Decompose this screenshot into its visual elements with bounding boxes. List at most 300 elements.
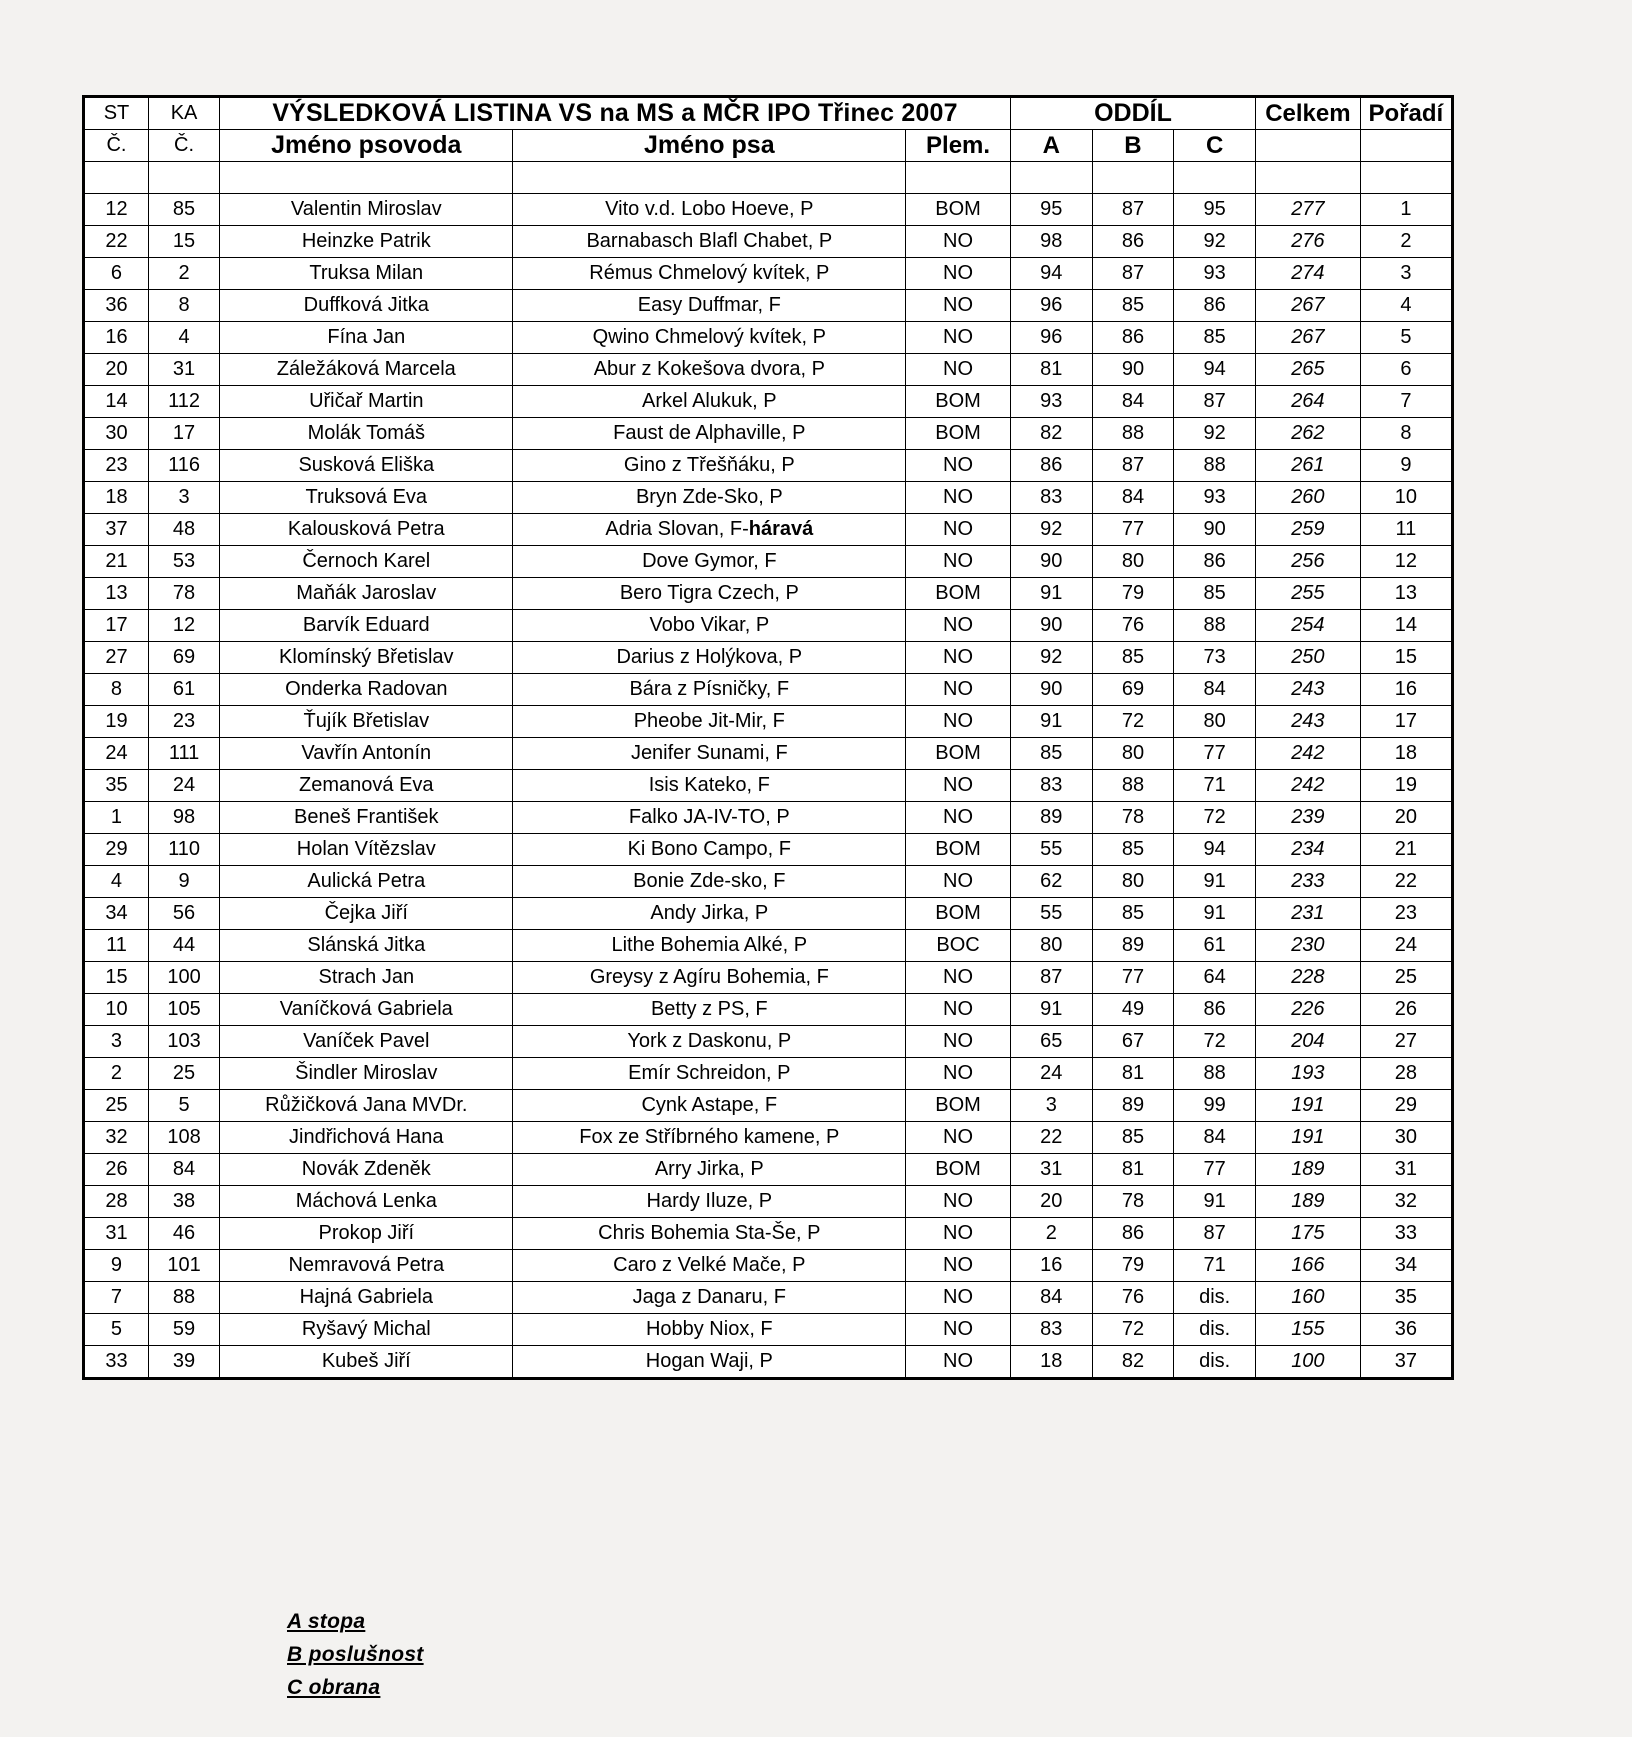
cell-score-c: 72	[1174, 802, 1256, 834]
cell-breed: NO	[906, 802, 1011, 834]
table-row	[84, 578, 1453, 610]
cell-breed: BOM	[906, 386, 1011, 418]
table-row	[84, 1026, 1453, 1058]
cell-breed: NO	[906, 1282, 1011, 1314]
cell-ka: 44	[148, 930, 219, 962]
table-row	[84, 226, 1453, 258]
cell-ka: 116	[148, 450, 219, 482]
cell-score-a: 92	[1010, 642, 1092, 674]
cell-dog: Chris Bohemia Sta-Še, P	[513, 1218, 906, 1250]
cell-rank: 21	[1360, 834, 1452, 866]
cell-dog: Rémus Chmelový kvítek, P	[513, 258, 906, 290]
cell-total: 250	[1256, 642, 1361, 674]
cell-score-b: 80	[1092, 866, 1174, 898]
cell-rank: 22	[1360, 866, 1452, 898]
table-row	[84, 418, 1453, 450]
cell-score-c: 85	[1174, 578, 1256, 610]
cell-rank: 23	[1360, 898, 1452, 930]
separator-band-row	[84, 162, 1453, 194]
column-header-ka: KA	[148, 97, 219, 130]
cell-breed: NO	[906, 1250, 1011, 1282]
cell-st: 25	[84, 1090, 149, 1122]
column-header-oddil: ODDÍL	[1010, 97, 1255, 130]
cell-score-a: 18	[1010, 1346, 1092, 1379]
cell-st: 35	[84, 770, 149, 802]
cell-score-c: 61	[1174, 930, 1256, 962]
cell-total: 243	[1256, 674, 1361, 706]
cell-rank: 3	[1360, 258, 1452, 290]
cell-score-a: 90	[1010, 610, 1092, 642]
cell-handler: Uřičař Martin	[220, 386, 513, 418]
cell-ka: 17	[148, 418, 219, 450]
cell-total: 191	[1256, 1122, 1361, 1154]
cell-score-b: 85	[1092, 898, 1174, 930]
cell-total: 189	[1256, 1154, 1361, 1186]
table-row	[84, 834, 1453, 866]
cell-st: 1	[84, 802, 149, 834]
cell-handler: Novák Zdeněk	[220, 1154, 513, 1186]
cell-total: 160	[1256, 1282, 1361, 1314]
cell-ka: 25	[148, 1058, 219, 1090]
cell-st: 3	[84, 1026, 149, 1058]
cell-breed: NO	[906, 610, 1011, 642]
table-row	[84, 1250, 1453, 1282]
cell-handler: Barvík Eduard	[220, 610, 513, 642]
table-row	[84, 514, 1453, 546]
cell-score-a: 84	[1010, 1282, 1092, 1314]
cell-score-c: 84	[1174, 1122, 1256, 1154]
cell-score-b: 77	[1092, 962, 1174, 994]
cell-ka: 112	[148, 386, 219, 418]
cell-dog: Easy Duffmar, F	[513, 290, 906, 322]
cell-score-a: 87	[1010, 962, 1092, 994]
cell-handler: Vaníček Pavel	[220, 1026, 513, 1058]
cell-score-a: 91	[1010, 706, 1092, 738]
cell-score-c: dis.	[1174, 1314, 1256, 1346]
table-row	[84, 322, 1453, 354]
cell-dog: Darius z Holýkova, P	[513, 642, 906, 674]
legend-item-a: A stopa	[287, 1610, 366, 1633]
cell-handler: Máchová Lenka	[220, 1186, 513, 1218]
cell-score-c: dis.	[1174, 1282, 1256, 1314]
cell-score-a: 24	[1010, 1058, 1092, 1090]
cell-score-c: 73	[1174, 642, 1256, 674]
cell-st: 4	[84, 866, 149, 898]
cell-dog: Fox ze Stříbrného kamene, P	[513, 1122, 906, 1154]
cell-score-a: 94	[1010, 258, 1092, 290]
cell-ka: 2	[148, 258, 219, 290]
cell-score-a: 83	[1010, 770, 1092, 802]
cell-score-b: 82	[1092, 1346, 1174, 1379]
cell-score-a: 81	[1010, 354, 1092, 386]
table-row	[84, 610, 1453, 642]
cell-score-b: 85	[1092, 642, 1174, 674]
table-row	[84, 450, 1453, 482]
cell-handler: Maňák Jaroslav	[220, 578, 513, 610]
results-sheet	[82, 95, 1454, 1699]
cell-st: 13	[84, 578, 149, 610]
column-header-breed: Plem.	[906, 130, 1011, 162]
cell-rank: 17	[1360, 706, 1452, 738]
cell-st: 11	[84, 930, 149, 962]
cell-score-a: 55	[1010, 834, 1092, 866]
cell-dog: Hobby Niox, F	[513, 1314, 906, 1346]
cell-total: 260	[1256, 482, 1361, 514]
cell-score-b: 76	[1092, 1282, 1174, 1314]
cell-score-b: 81	[1092, 1058, 1174, 1090]
cell-score-b: 85	[1092, 1122, 1174, 1154]
cell-ka: 78	[148, 578, 219, 610]
cell-total: 193	[1256, 1058, 1361, 1090]
cell-breed: BOM	[906, 194, 1011, 226]
cell-rank: 1	[1360, 194, 1452, 226]
cell-total: 254	[1256, 610, 1361, 642]
table-row	[84, 866, 1453, 898]
cell-score-a: 95	[1010, 194, 1092, 226]
cell-ka: 48	[148, 514, 219, 546]
column-header-c: C	[1174, 130, 1256, 162]
cell-rank: 15	[1360, 642, 1452, 674]
cell-score-b: 72	[1092, 706, 1174, 738]
cell-score-b: 87	[1092, 258, 1174, 290]
cell-ka: 23	[148, 706, 219, 738]
cell-dog: Arry Jirka, P	[513, 1154, 906, 1186]
cell-score-a: 2	[1010, 1218, 1092, 1250]
cell-score-a: 86	[1010, 450, 1092, 482]
cell-dog: Dove Gymor, F	[513, 546, 906, 578]
cell-score-c: 93	[1174, 258, 1256, 290]
cell-dog: Falko JA-IV-TO, P	[513, 802, 906, 834]
cell-ka: 39	[148, 1346, 219, 1379]
cell-score-b: 89	[1092, 1090, 1174, 1122]
cell-score-a: 55	[1010, 898, 1092, 930]
cell-ka: 103	[148, 1026, 219, 1058]
cell-st: 23	[84, 450, 149, 482]
cell-score-a: 82	[1010, 418, 1092, 450]
cell-breed: NO	[906, 482, 1011, 514]
cell-score-b: 77	[1092, 514, 1174, 546]
cell-total: 274	[1256, 258, 1361, 290]
cell-dog: Vito v.d. Lobo Hoeve, P	[513, 194, 906, 226]
cell-score-c: 86	[1174, 546, 1256, 578]
cell-score-c: 92	[1174, 226, 1256, 258]
cell-breed: NO	[906, 354, 1011, 386]
band-cell	[1360, 162, 1452, 194]
cell-dog: Abur z Kokešova dvora, P	[513, 354, 906, 386]
cell-rank: 5	[1360, 322, 1452, 354]
cell-st: 29	[84, 834, 149, 866]
cell-dog: Adria Slovan, F-háravá	[513, 514, 906, 546]
cell-dog: Bonie Zde-sko, F	[513, 866, 906, 898]
cell-rank: 4	[1360, 290, 1452, 322]
cell-rank: 19	[1360, 770, 1452, 802]
cell-score-a: 90	[1010, 546, 1092, 578]
cell-total: 277	[1256, 194, 1361, 226]
cell-rank: 30	[1360, 1122, 1452, 1154]
results-table	[82, 95, 1454, 1380]
cell-score-c: 72	[1174, 1026, 1256, 1058]
table-row	[84, 1154, 1453, 1186]
cell-rank: 35	[1360, 1282, 1452, 1314]
cell-dog: Gino z Třešňáku, P	[513, 450, 906, 482]
cell-score-a: 83	[1010, 1314, 1092, 1346]
cell-breed: NO	[906, 546, 1011, 578]
cell-dog: Ki Bono Campo, F	[513, 834, 906, 866]
cell-breed: NO	[906, 1314, 1011, 1346]
cell-breed: NO	[906, 642, 1011, 674]
band-cell	[513, 162, 906, 194]
cell-total: 191	[1256, 1090, 1361, 1122]
cell-rank: 28	[1360, 1058, 1452, 1090]
cell-dog: Lithe Bohemia Alké, P	[513, 930, 906, 962]
table-row	[84, 1186, 1453, 1218]
cell-st: 26	[84, 1154, 149, 1186]
cell-ka: 101	[148, 1250, 219, 1282]
cell-ka: 85	[148, 194, 219, 226]
cell-score-c: 88	[1174, 610, 1256, 642]
cell-breed: NO	[906, 770, 1011, 802]
band-cell	[148, 162, 219, 194]
cell-ka: 56	[148, 898, 219, 930]
cell-total: 233	[1256, 866, 1361, 898]
cell-dog: York z Daskonu, P	[513, 1026, 906, 1058]
cell-st: 10	[84, 994, 149, 1026]
cell-breed: NO	[906, 258, 1011, 290]
cell-ka: 4	[148, 322, 219, 354]
cell-rank: 7	[1360, 386, 1452, 418]
cell-breed: NO	[906, 450, 1011, 482]
cell-score-b: 78	[1092, 802, 1174, 834]
cell-st: 22	[84, 226, 149, 258]
cell-score-c: 71	[1174, 770, 1256, 802]
cell-ka: 84	[148, 1154, 219, 1186]
cell-dog: Isis Kateko, F	[513, 770, 906, 802]
cell-handler: Slánská Jitka	[220, 930, 513, 962]
cell-score-a: 22	[1010, 1122, 1092, 1154]
column-header-handler: Jméno psovoda	[220, 130, 513, 162]
cell-st: 36	[84, 290, 149, 322]
cell-score-a: 91	[1010, 578, 1092, 610]
table-row	[84, 1346, 1453, 1379]
cell-score-c: 77	[1174, 1154, 1256, 1186]
cell-rank: 18	[1360, 738, 1452, 770]
cell-st: 37	[84, 514, 149, 546]
cell-rank: 29	[1360, 1090, 1452, 1122]
cell-breed: NO	[906, 994, 1011, 1026]
cell-score-c: 87	[1174, 1218, 1256, 1250]
table-row	[84, 386, 1453, 418]
cell-score-c: 92	[1174, 418, 1256, 450]
cell-score-c: 91	[1174, 1186, 1256, 1218]
cell-handler: Hajná Gabriela	[220, 1282, 513, 1314]
band-cell	[1092, 162, 1174, 194]
cell-score-c: 88	[1174, 450, 1256, 482]
table-row	[84, 1282, 1453, 1314]
cell-score-b: 81	[1092, 1154, 1174, 1186]
table-row	[84, 642, 1453, 674]
cell-ka: 53	[148, 546, 219, 578]
cell-score-c: 91	[1174, 898, 1256, 930]
cell-score-c: 90	[1174, 514, 1256, 546]
cell-score-b: 79	[1092, 1250, 1174, 1282]
cell-handler: Šindler Miroslav	[220, 1058, 513, 1090]
cell-handler: Truksa Milan	[220, 258, 513, 290]
cell-score-b: 76	[1092, 610, 1174, 642]
cell-score-c: 86	[1174, 994, 1256, 1026]
cell-handler: Molák Tomáš	[220, 418, 513, 450]
cell-breed: BOM	[906, 738, 1011, 770]
cell-handler: Zemanová Eva	[220, 770, 513, 802]
table-row	[84, 194, 1453, 226]
column-header-b: B	[1092, 130, 1174, 162]
table-header-row-1	[84, 97, 1453, 130]
cell-total: 265	[1256, 354, 1361, 386]
cell-st: 9	[84, 1250, 149, 1282]
cell-score-c: 93	[1174, 482, 1256, 514]
cell-dog: Vobo Vikar, P	[513, 610, 906, 642]
cell-ka: 38	[148, 1186, 219, 1218]
cell-rank: 9	[1360, 450, 1452, 482]
cell-dog: Bára z Písničky, F	[513, 674, 906, 706]
cell-score-a: 16	[1010, 1250, 1092, 1282]
cell-breed: NO	[906, 706, 1011, 738]
cell-st: 18	[84, 482, 149, 514]
cell-score-a: 89	[1010, 802, 1092, 834]
cell-total: 243	[1256, 706, 1361, 738]
cell-score-b: 67	[1092, 1026, 1174, 1058]
cell-score-c: 87	[1174, 386, 1256, 418]
band-cell	[1010, 162, 1092, 194]
cell-handler: Jindřichová Hana	[220, 1122, 513, 1154]
cell-rank: 16	[1360, 674, 1452, 706]
column-header-poradi: Pořadí	[1360, 97, 1452, 130]
cell-score-a: 62	[1010, 866, 1092, 898]
cell-handler: Kalousková Petra	[220, 514, 513, 546]
cell-breed: NO	[906, 514, 1011, 546]
cell-st: 7	[84, 1282, 149, 1314]
table-row	[84, 1058, 1453, 1090]
cell-ka: 100	[148, 962, 219, 994]
cell-rank: 20	[1360, 802, 1452, 834]
cell-st: 27	[84, 642, 149, 674]
cell-handler: Prokop Jiří	[220, 1218, 513, 1250]
cell-dog: Andy Jirka, P	[513, 898, 906, 930]
cell-score-b: 85	[1092, 290, 1174, 322]
cell-st: 31	[84, 1218, 149, 1250]
cell-handler: Vavřín Antonín	[220, 738, 513, 770]
cell-dog: Hardy Iluze, P	[513, 1186, 906, 1218]
cell-breed: NO	[906, 1218, 1011, 1250]
cell-handler: Truksová Eva	[220, 482, 513, 514]
cell-score-a: 20	[1010, 1186, 1092, 1218]
cell-st: 30	[84, 418, 149, 450]
cell-ka: 46	[148, 1218, 219, 1250]
table-header-row-2	[84, 130, 1453, 162]
table-row	[84, 962, 1453, 994]
cell-breed: NO	[906, 1058, 1011, 1090]
cell-st: 14	[84, 386, 149, 418]
cell-score-b: 88	[1092, 418, 1174, 450]
cell-st: 20	[84, 354, 149, 386]
cell-dog: Faust de Alphaville, P	[513, 418, 906, 450]
cell-breed: NO	[906, 226, 1011, 258]
cell-st: 28	[84, 1186, 149, 1218]
cell-score-b: 80	[1092, 546, 1174, 578]
cell-total: 175	[1256, 1218, 1361, 1250]
cell-score-c: 77	[1174, 738, 1256, 770]
cell-st: 15	[84, 962, 149, 994]
table-row	[84, 1122, 1453, 1154]
cell-dog: Caro z Velké Mače, P	[513, 1250, 906, 1282]
cell-score-b: 84	[1092, 482, 1174, 514]
cell-total: 231	[1256, 898, 1361, 930]
cell-breed: NO	[906, 322, 1011, 354]
table-row	[84, 770, 1453, 802]
table-row	[84, 1090, 1453, 1122]
cell-total: 226	[1256, 994, 1361, 1026]
cell-score-b: 72	[1092, 1314, 1174, 1346]
column-header-ka-sub: Č.	[148, 130, 219, 162]
cell-ka: 69	[148, 642, 219, 674]
cell-score-b: 87	[1092, 194, 1174, 226]
cell-dog: Cynk Astape, F	[513, 1090, 906, 1122]
cell-handler: Ťujík Břetislav	[220, 706, 513, 738]
cell-score-a: 85	[1010, 738, 1092, 770]
cell-breed: NO	[906, 866, 1011, 898]
cell-score-b: 49	[1092, 994, 1174, 1026]
table-row	[84, 930, 1453, 962]
table-row	[84, 994, 1453, 1026]
legend-item-c: C obrana	[287, 1676, 381, 1699]
table-row	[84, 674, 1453, 706]
cell-st: 24	[84, 738, 149, 770]
cell-ka: 61	[148, 674, 219, 706]
cell-rank: 8	[1360, 418, 1452, 450]
column-header-poradi-spacer	[1360, 130, 1452, 162]
cell-score-c: 94	[1174, 354, 1256, 386]
column-header-celkem-spacer	[1256, 130, 1361, 162]
cell-score-b: 89	[1092, 930, 1174, 962]
cell-st: 21	[84, 546, 149, 578]
cell-handler: Záležáková Marcela	[220, 354, 513, 386]
cell-rank: 32	[1360, 1186, 1452, 1218]
cell-st: 5	[84, 1314, 149, 1346]
cell-ka: 105	[148, 994, 219, 1026]
cell-dog: Betty z PS, F	[513, 994, 906, 1026]
cell-score-a: 93	[1010, 386, 1092, 418]
cell-dog: Arkel Alukuk, P	[513, 386, 906, 418]
cell-dog: Jenifer Sunami, F	[513, 738, 906, 770]
cell-total: 259	[1256, 514, 1361, 546]
band-cell	[220, 162, 513, 194]
cell-ka: 108	[148, 1122, 219, 1154]
cell-ka: 3	[148, 482, 219, 514]
cell-st: 6	[84, 258, 149, 290]
cell-total: 189	[1256, 1186, 1361, 1218]
cell-breed: NO	[906, 1026, 1011, 1058]
cell-handler: Vaníčková Gabriela	[220, 994, 513, 1026]
cell-st: 32	[84, 1122, 149, 1154]
cell-score-c: 88	[1174, 1058, 1256, 1090]
cell-breed: BOM	[906, 1154, 1011, 1186]
cell-breed: BOM	[906, 1090, 1011, 1122]
cell-total: 262	[1256, 418, 1361, 450]
cell-rank: 11	[1360, 514, 1452, 546]
band-cell	[1174, 162, 1256, 194]
cell-score-c: dis.	[1174, 1346, 1256, 1379]
cell-total: 261	[1256, 450, 1361, 482]
cell-score-a: 80	[1010, 930, 1092, 962]
